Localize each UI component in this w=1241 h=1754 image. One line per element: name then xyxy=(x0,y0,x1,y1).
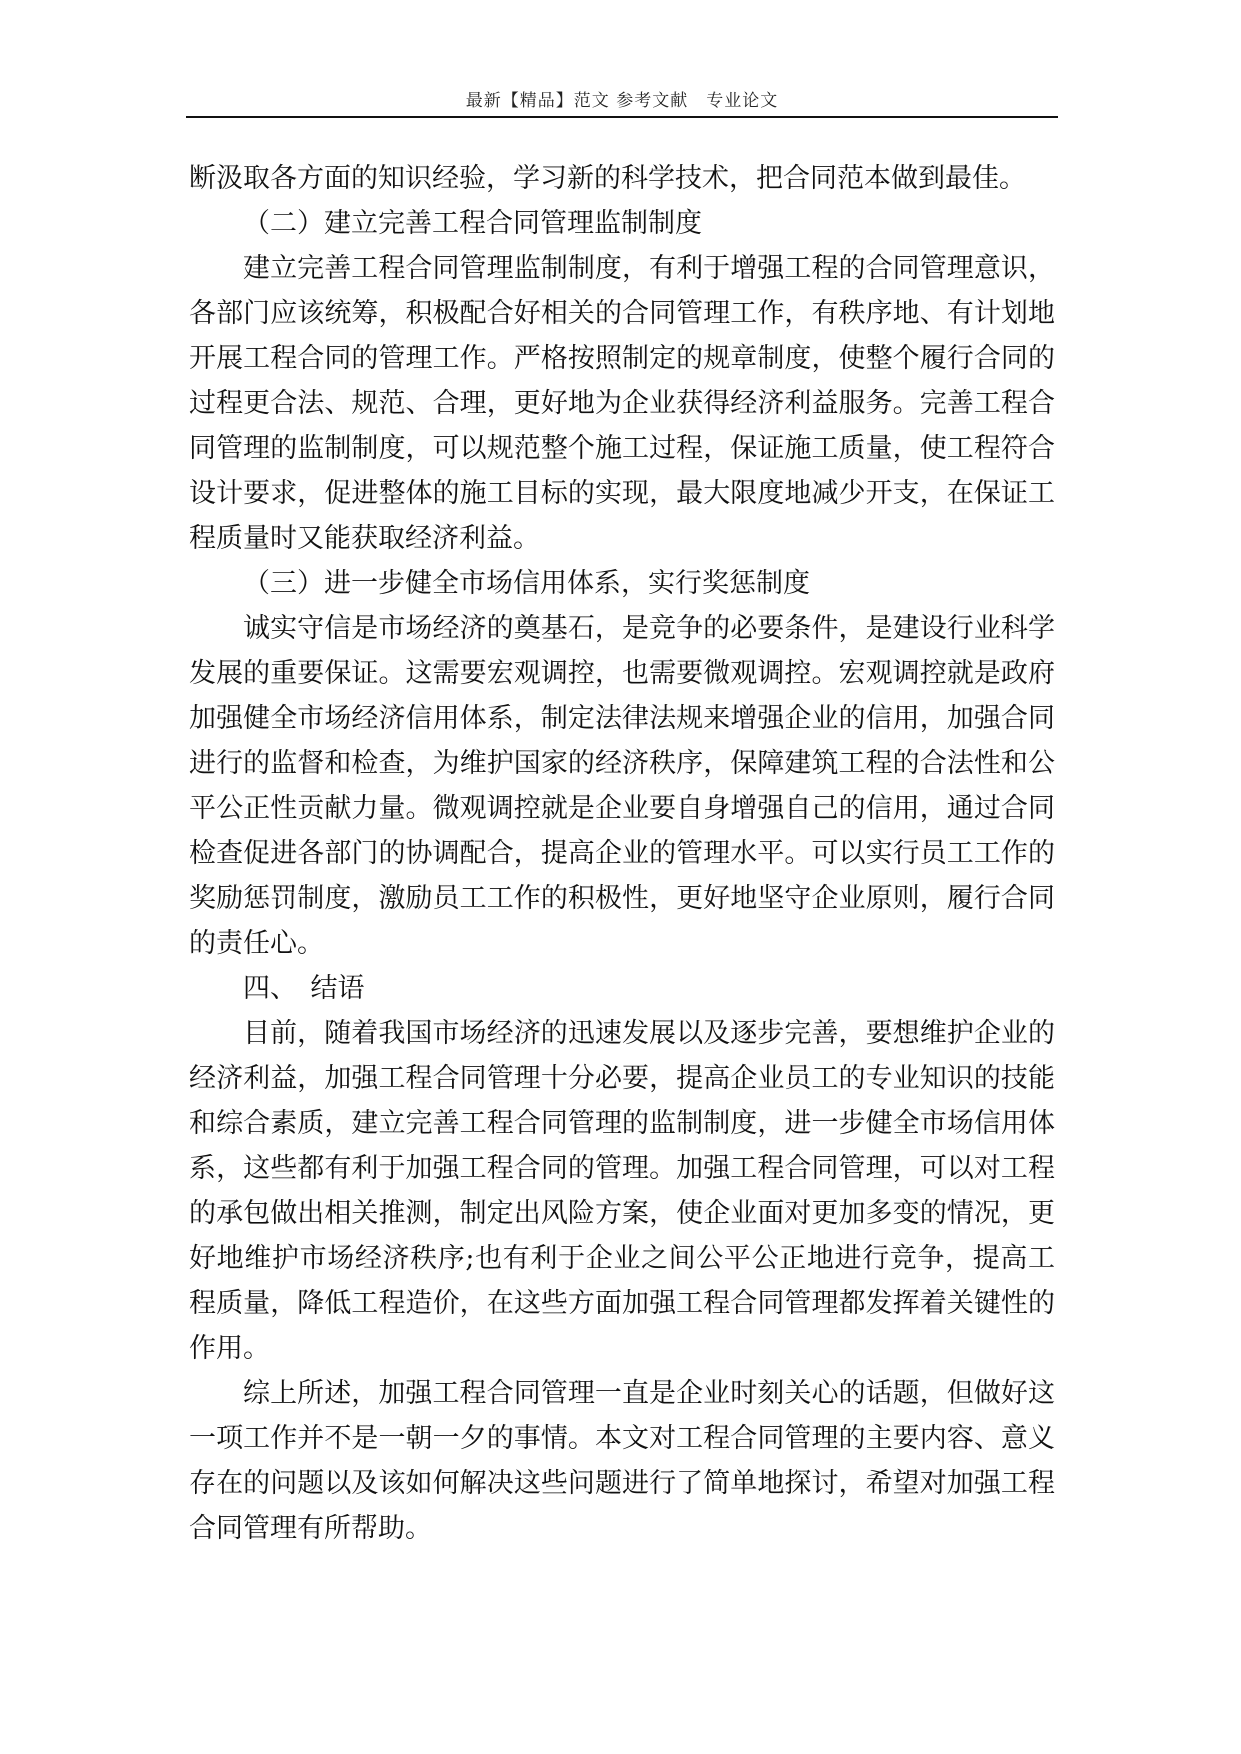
paragraph: 综上所述，加强工程合同管理一直是企业时刻关心的话题，但做好这一项工作并不是一朝一夕的事情。本文对工程合同管理的主要内容、意义存在的问题以及该如何解决这些问题进行了简单地探讨，希望对加强工程合同管理有所帮助。 xyxy=(189,1378,1055,1544)
page-header: 最新【精品】范文 参考文献 专业论文 xyxy=(465,91,779,111)
paragraph: 目前，随着我国市场经济的迅速发展以及逐步完善，要想维护企业的经济利益，加强工程合同管理十分必要，提高企业员工的专业知识的技能和综合素质，建立完善工程合同管理的监制制度，进一步健全市场信用体系，这些都有利于加强工程合同的管理。加强工程合同管理，可以对工程的承包做出相关推测，制定出风险方案，使企业面对更加多变的情况，更好地维护市场经济秩序;也有利于企业之间公平公正地进行竞争，提高工程质量，降低工程造价，在这些方面加强工程合同管理都发挥着关键性的作用。 xyxy=(189,1018,1055,1364)
document-body xyxy=(189,156,1055,1551)
section-heading-3: （三）进一步健全市场信用体系，实行奖惩制度 xyxy=(243,568,810,599)
paragraph: 诚实守信是市场经济的奠基石，是竞争的必要条件，是建设行业科学发展的重要保证。这需要宏观调控，也需要微观调控。宏观调控就是政府加强健全市场经济信用体系，制定法律法规来增强企业的信用，加强合同进行的监督和检查，为维护国家的经济秩序，保障建筑工程的合法性和公平公正性贡献力量。微观调控就是企业要自身增强自己的信用，通过合同检查促进各部门的协调配合，提高企业的管理水平。可以实行员工工作的奖励惩罚制度，激励员工工作的积极性，更好地坚守企业原则，履行合同的责任心。 xyxy=(189,613,1055,959)
paragraph: 建立完善工程合同管理监制制度，有利于增强工程的合同管理意识，各部门应该统筹，积极配合好相关的合同管理工作，有秩序地、有计划地开展工程合同的管理工作。严格按照制定的规章制度，使整个履行合同的过程更合法、规范、合理，更好地为企业获得经济利益服务。完善工程合同管理的监制制度，可以规范整个施工过程，保证施工质量，使工程符合设计要求，促进整体的施工目标的实现，最大限度地减少开支，在保证工程质量时又能获取经济利益。 xyxy=(189,253,1055,554)
paragraph-continuation: 断汲取各方面的知识经验，学习新的科学技术，把合同范本做到最佳。 xyxy=(189,163,1026,194)
section-heading-2: （二）建立完善工程合同管理监制制度 xyxy=(243,208,702,239)
header-divider xyxy=(186,116,1058,118)
section-heading-conclusion: 四、 结语 xyxy=(243,973,365,1004)
